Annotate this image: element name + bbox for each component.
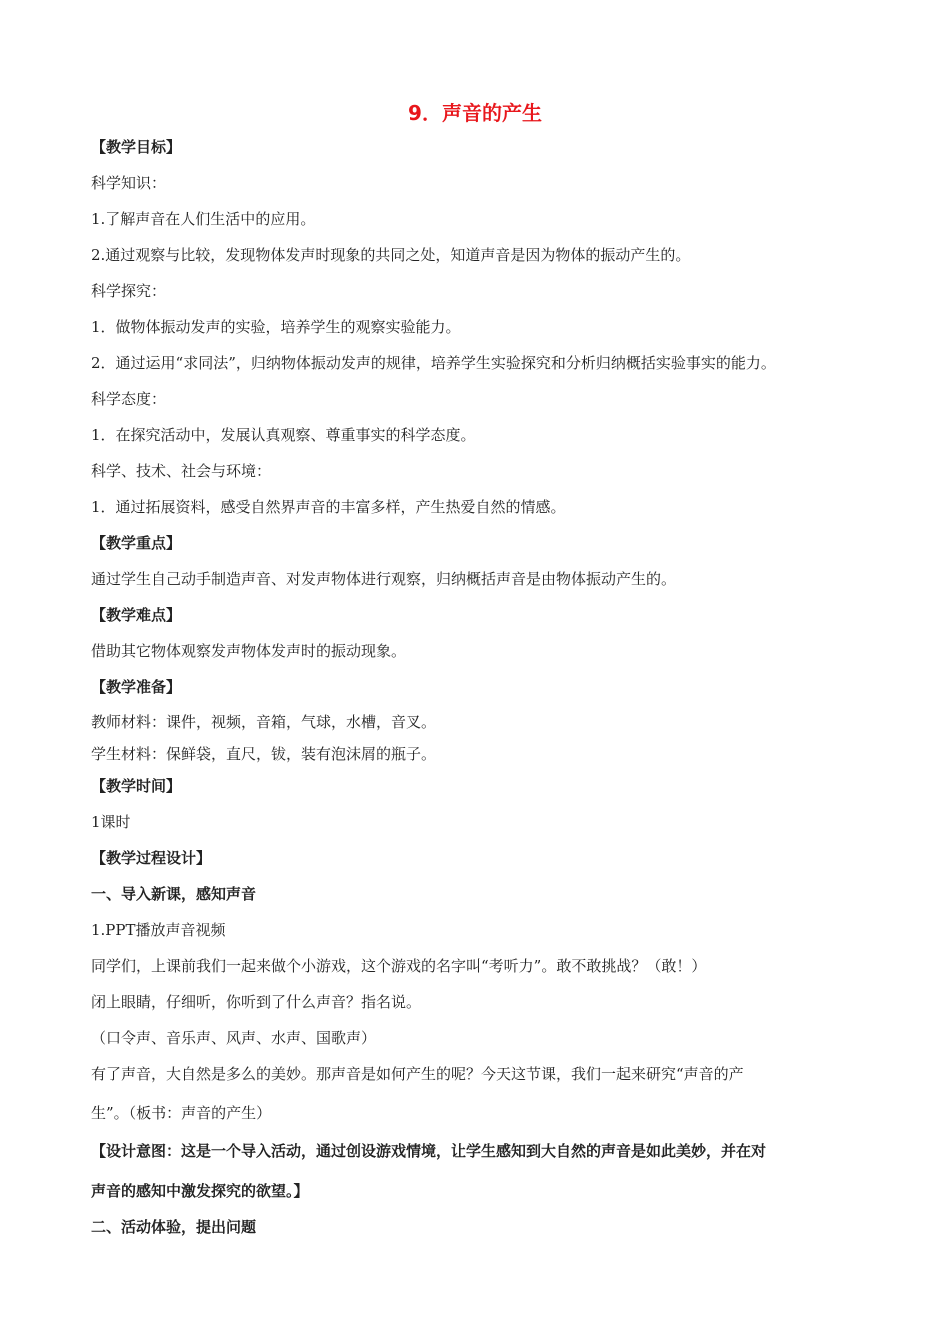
paragraph: 有了声音，大自然是多么的美妙。那声音是如何产生的呢？今天这节课，我们一起来研究“声音的产 [91, 1065, 744, 1083]
paragraph: 1.了解声音在人们生活中的应用。 [91, 210, 316, 228]
paragraph: 闭上眼睛，仔细听，你听到了什么声音？指名说。 [91, 993, 422, 1011]
subsection-heading-activity: 二、活动体验，提出问题 [91, 1218, 257, 1236]
section-heading-difficulties: 【教学难点】 [91, 606, 182, 624]
section-heading-key-points: 【教学重点】 [91, 534, 182, 552]
subheading-inquiry: 科学探究： [91, 282, 167, 300]
subheading-knowledge: 科学知识： [91, 174, 167, 192]
subheading-attitude: 科学态度： [91, 390, 167, 408]
paragraph: 1.PPT播放声音视频 [91, 921, 226, 939]
paragraph: 通过学生自己动手制造声音、对发声物体进行观察，归纳概括声音是由物体振动产生的。 [91, 570, 677, 588]
paragraph: 借助其它物体观察发声物体发声时的振动现象。 [91, 642, 407, 660]
paragraph: 1．通过拓展资料，感受自然界声音的丰富多样，产生热爱自然的情感。 [91, 498, 566, 516]
paragraph: 同学们，上课前我们一起来做个小游戏，这个游戏的名字叫“考听力”。敢不敢挑战？（敢！） [91, 957, 707, 975]
section-heading-objectives: 【教学目标】 [91, 138, 182, 156]
paragraph: （口令声、音乐声、风声、水声、国歌声） [91, 1029, 377, 1047]
paragraph: 2．通过运用“求同法”，归纳物体振动发声的规律，培养学生实验探究和分析归纳概括实验事实的能力。 [91, 354, 776, 372]
page-title: 9．声音的产生 [408, 101, 542, 125]
section-heading-preparation: 【教学准备】 [91, 678, 182, 696]
paragraph: 2.通过观察与比较，发现物体发声时现象的共同之处，知道声音是因为物体的振动产生的。 [91, 246, 691, 264]
design-intent-note: 声音的感知中激发探究的欲望。】 [91, 1182, 309, 1200]
subheading-stse: 科学、技术、社会与环境： [91, 462, 272, 480]
paragraph: 1．做物体振动发声的实验，培养学生的观察实验能力。 [91, 318, 461, 336]
paragraph: 1．在探究活动中，发展认真观察、尊重事实的科学态度。 [91, 426, 476, 444]
paragraph: 学生材料：保鲜袋，直尺，钹，装有泡沫屑的瓶子。 [91, 745, 437, 763]
section-heading-process: 【教学过程设计】 [91, 849, 212, 867]
paragraph: 生”。（板书：声音的产生） [91, 1104, 272, 1122]
paragraph: 教师材料：课件，视频，音箱，气球，水槽，音叉。 [91, 713, 437, 731]
section-heading-time: 【教学时间】 [91, 777, 182, 795]
subsection-heading-intro: 一、导入新课，感知声音 [91, 885, 257, 903]
design-intent-note: 【设计意图：这是一个导入活动，通过创设游戏情境，让学生感知到大自然的声音是如此美妙，并在对 [91, 1142, 767, 1160]
paragraph: 1课时 [91, 813, 131, 831]
